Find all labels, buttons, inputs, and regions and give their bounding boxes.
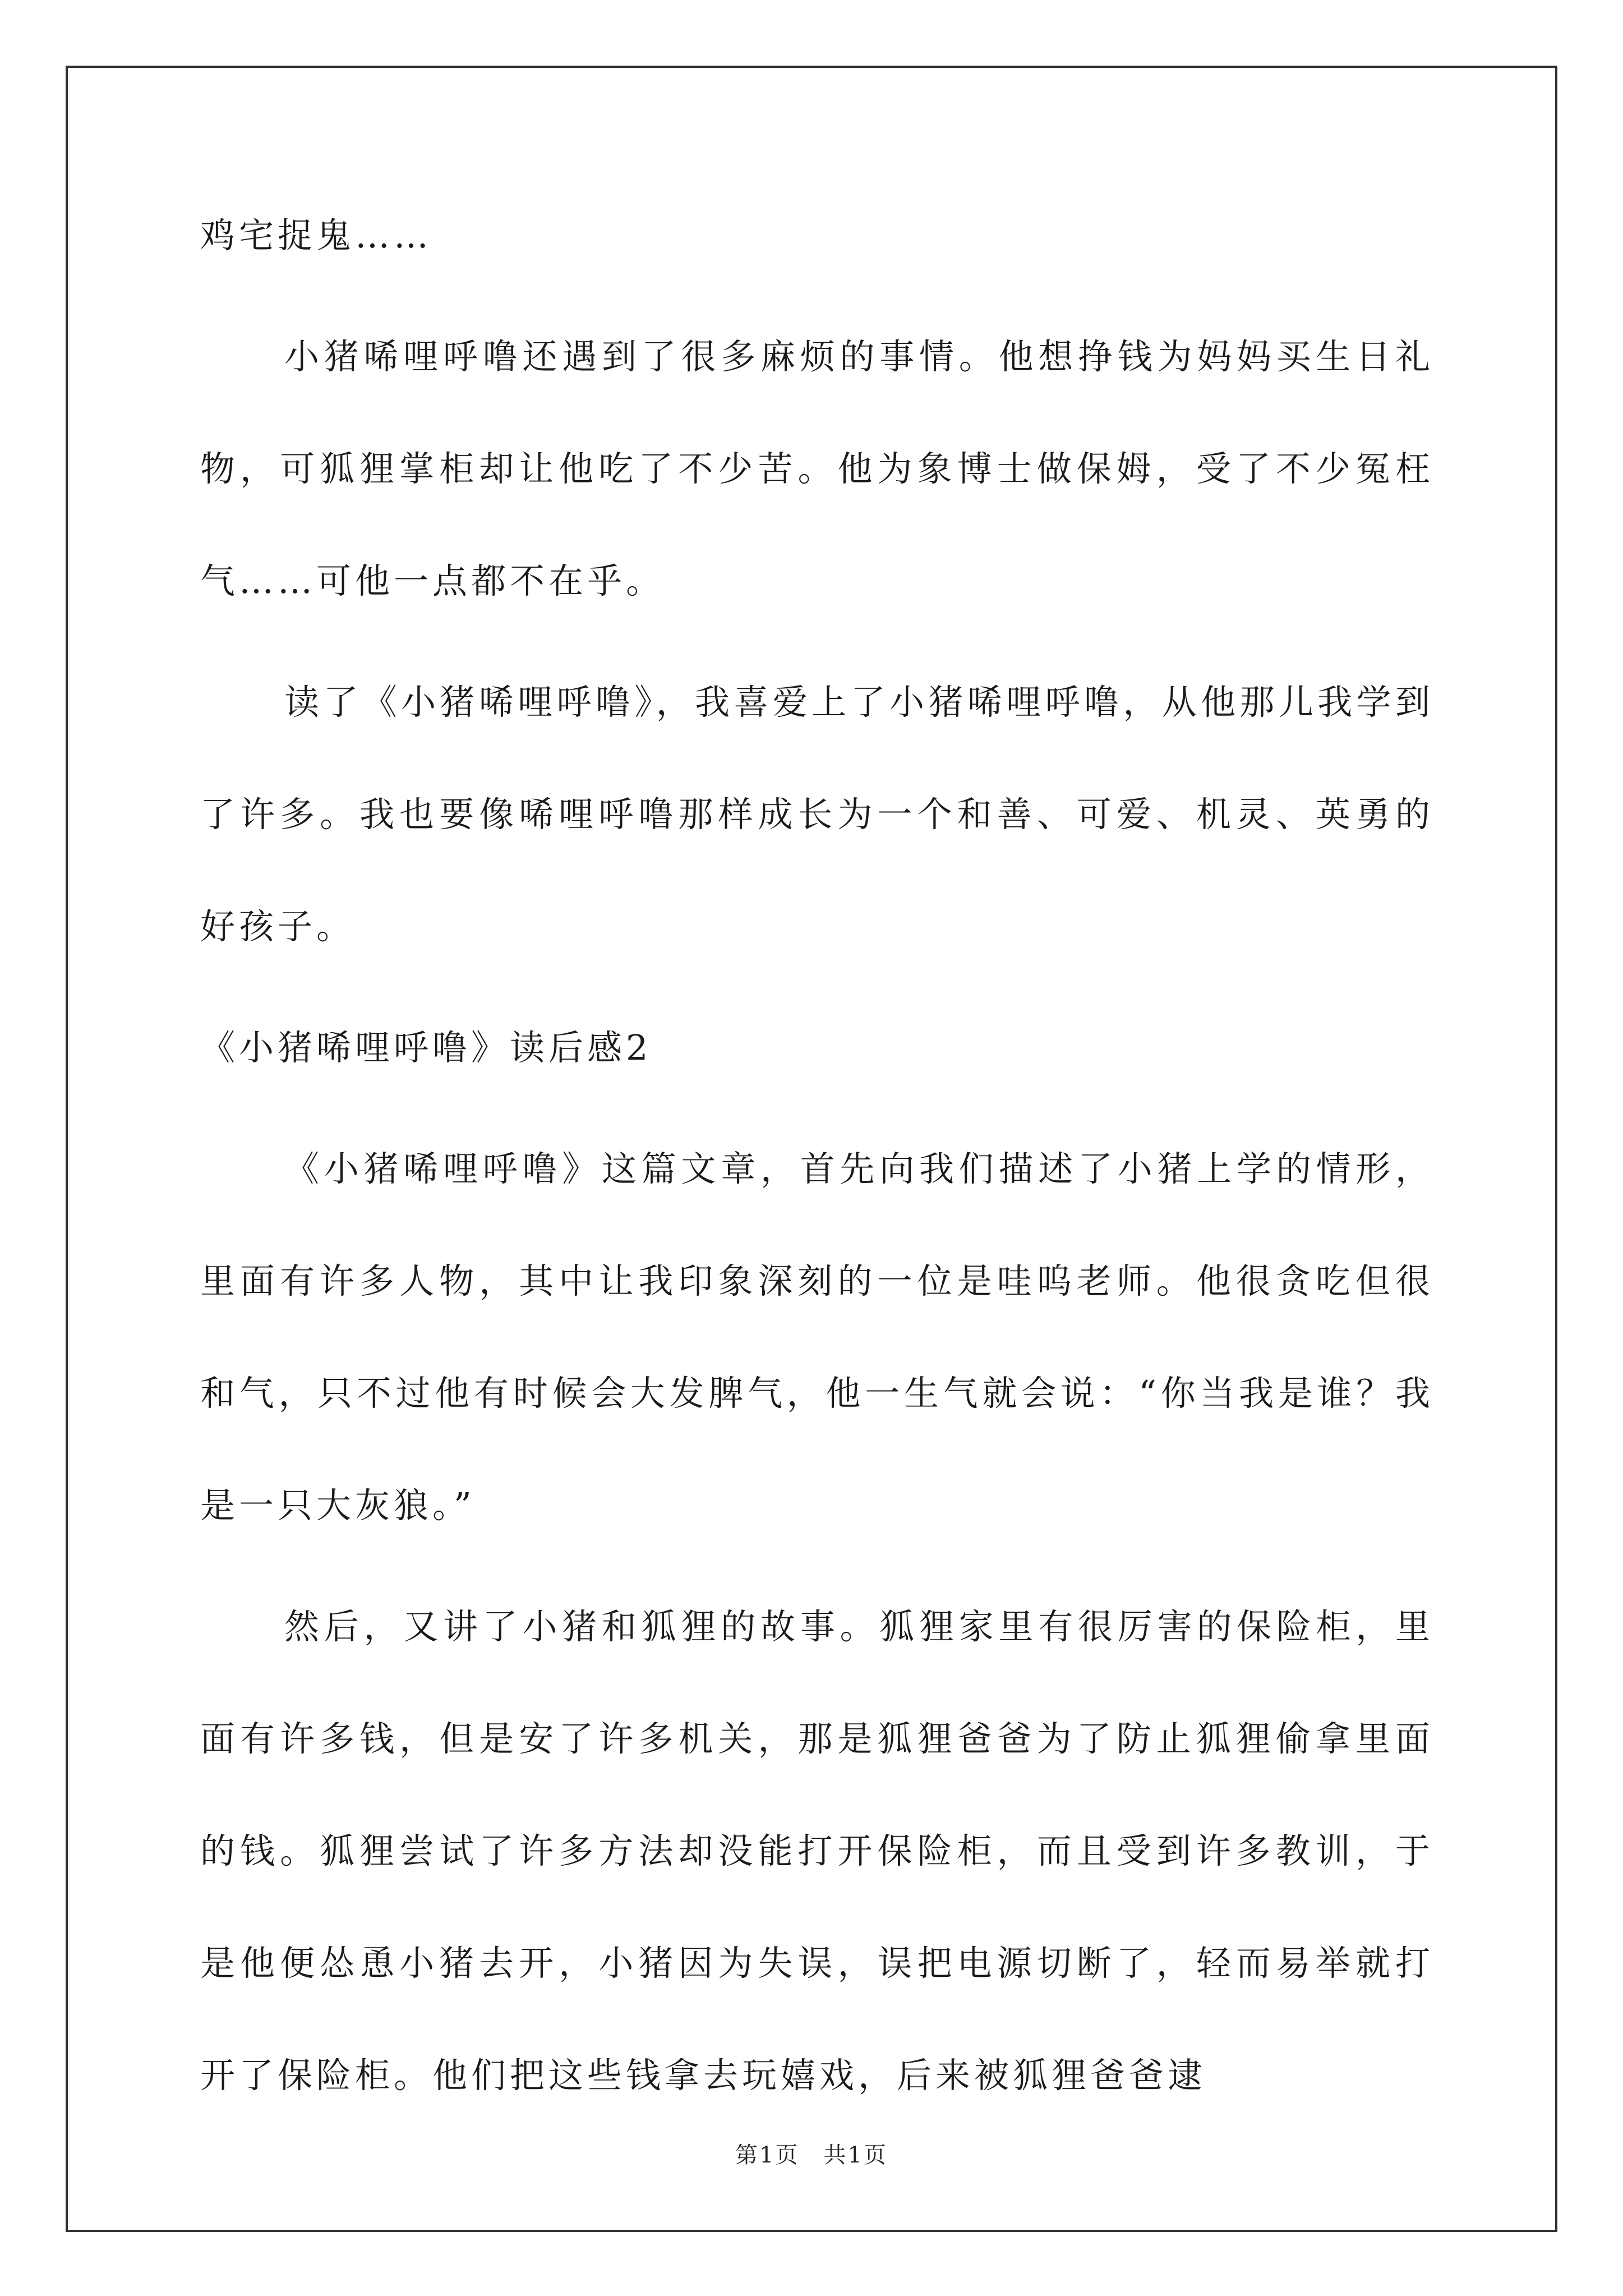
document-body	[200, 202, 1434, 2141]
paragraph: 然后，又讲了小猪和狐狸的故事。狐狸家里有很厉害的保险柜，里面有许多钱，但是安了许多机关，那是狐狸爸爸为了防止狐狸偷拿里面的钱。狐狸尝试了许多方法却没能打开保险柜，而且受到许多教训，于是他便怂恿小猪去开，小猪因为失误，误把电源切断了，轻而易举就打开了保险柜。他们把这些钱拿去玩嬉戏，后来被狐狸爸爸逮	[200, 1606, 1434, 2096]
paragraph: 读了《小猪唏哩呼噜》，我喜爱上了小猪唏哩呼噜，从他那儿我学到了许多。我也要像唏哩呼噜那样成长为一个和善、可爱、机灵、英勇的好孩子。	[200, 682, 1434, 947]
section-heading: 《小猪唏哩呼噜》读后感2	[200, 1027, 652, 1068]
paragraph: 鸡宅捉鬼……	[200, 215, 433, 256]
page-number-footer: 第1页 共1页	[735, 2142, 888, 2168]
paragraph: 《小猪唏哩呼噜》这篇文章，首先向我们描述了小猪上学的情形，里面有许多人物，其中让我印象深刻的一位是哇呜老师。他很贪吃但很和气，只不过他有时候会大发脾气，他一生气就会说：“你当我是谁？我是一只大灰狼。”	[200, 1148, 1434, 1526]
paragraph: 小猪唏哩呼噜还遇到了很多麻烦的事情。他想挣钱为妈妈买生日礼物，可狐狸掌柜却让他吃了不少苦。他为象博士做保姆，受了不少冤枉气……可他一点都不在乎。	[200, 336, 1434, 601]
